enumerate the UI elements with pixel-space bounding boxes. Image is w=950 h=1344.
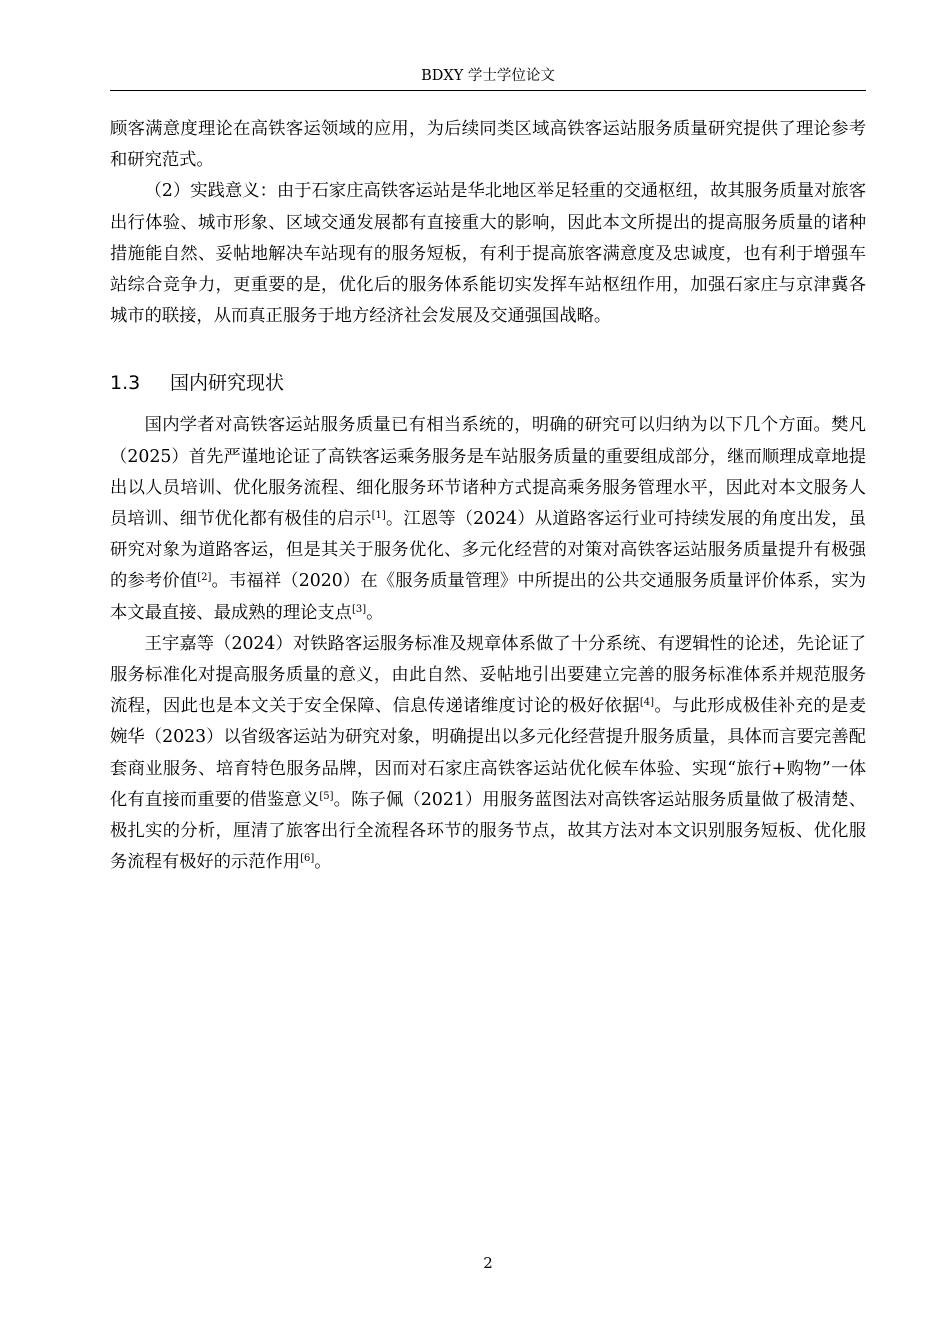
citation-ref-4: [4]: [639, 697, 655, 709]
paragraph-domestic-research-2: [110, 629, 866, 879]
text-segment: 。韦福祥（2020）在《服务质量管理》中所提出的公共交通服务质量评价体系，实为本文最直接、最成熟的理论支点: [110, 571, 866, 623]
section-heading: [110, 370, 866, 396]
citation-ref-2: [2]: [197, 572, 212, 584]
text-segment: 。陈子佩（2021）用服务蓝图法对高铁客运站服务质量做了极清楚、极扎实的分析，厘清了旅客出行全流程各环节的服务节点，故其方法对本文识别服务短板、优化服务流程有极好的示范作用: [110, 789, 866, 873]
header-rule: [110, 90, 866, 91]
text-segment: 王宇嘉等（2024）对铁路客运服务标准及规章体系做了十分系统、有逻辑性的论述，先论证了服务标准化对提高服务质量的意义，由此自然、妥帖地引出要建立完善的服务标准体系并规范服务流程，因此也是本文关于安全保障、信息传递诸维度讨论的极好依据: [110, 633, 866, 717]
citation-ref-6: [6]: [300, 853, 315, 865]
page-number: 2: [483, 1254, 493, 1272]
section-number: 1.3: [110, 372, 141, 395]
text-segment: 国内学者对高铁客运站服务质量已有相当系统的，明确的研究可以归纳为以下几个方面。樊凡（2025）首先严谨地论证了高铁客运乘务服务是车站服务质量的重要组成部分，继而顺理成章地提出以人员培训、优化服务流程、细化服务环节诸种方式提高乘务服务管理水平，因此对本文服务人员培训、细节优化都有极佳的启示: [110, 415, 866, 530]
section-title: 国内研究现状: [170, 372, 285, 395]
text-segment: 。江恩等（2024）从道路客运行业可持续发展的角度出发，虽研究对象为道路客运，但是其关于服务优化、多元化经营的对策对高铁客运站服务质量提升有极强的参考价值: [110, 509, 866, 592]
paragraph-practical-significance: （2）实践意义：由于石家庄高铁客运站是华北地区举足轻重的交通枢纽，故其服务质量对旅客出行体验、城市形象、区域交通发展都有直接重大的影响，因此本文所提出的提高服务质量的诸种措施能自然、妥帖地解决车站现有的服务短板，有利于提高旅客满意度及忠诚度，也有利于增强车站综合竞争力，更重要的是，优化后的服务体系能切实发挥车站枢纽作用，加强石家庄与京津冀各城市的联接，从而真正服务于地方经济社会发展及交通强国战略。: [110, 181, 866, 327]
citation-ref-5: [5]: [319, 790, 334, 802]
paragraph-theory-continuation: 顾客满意度理论在高铁客运领域的应用，为后续同类区域高铁客运站服务质量研究提供了理论参考和研究范式。: [110, 119, 866, 171]
running-header: BDXY 学士学位论文: [421, 68, 555, 84]
citation-ref-1: [1]: [371, 510, 386, 522]
body-text: [110, 114, 866, 878]
text-segment: 。: [314, 852, 332, 873]
citation-ref-3: [3]: [351, 603, 367, 615]
paragraph-domestic-research-1: [110, 410, 866, 628]
text-segment: 。与此形成极佳补充的是麦婉华（2023）以省级客运站为研究对象，明确提出以多元化经营提升服务质量，具体而言要完善配套商业服务、培育特色服务品牌，因而对石家庄高铁客运站优化候车体验、实现“旅行+购物”一体化有直接而重要的借鉴意义: [110, 696, 866, 810]
text-segment: 。: [366, 602, 384, 623]
